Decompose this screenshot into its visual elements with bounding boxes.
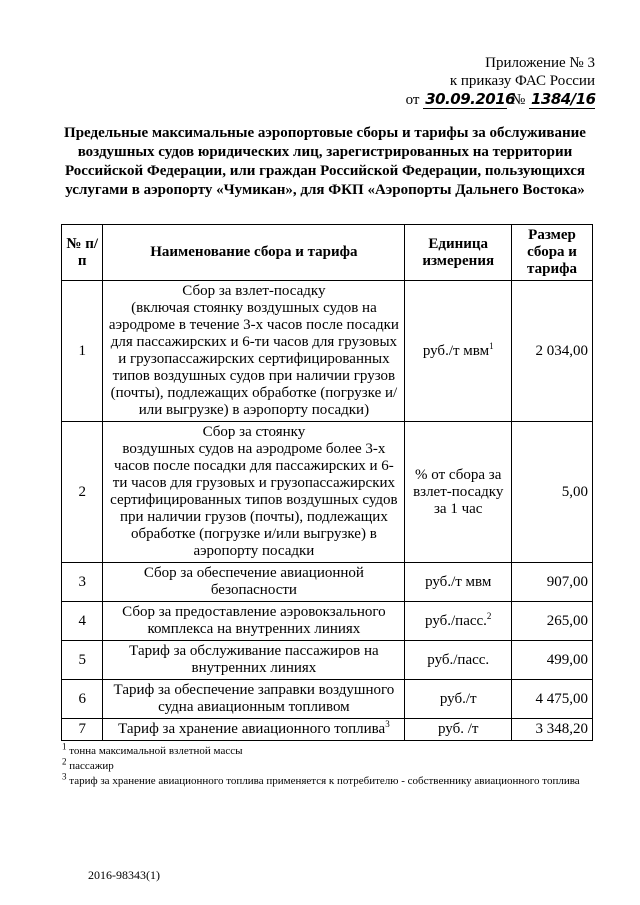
row-unit-text: руб. /т [437,721,479,737]
document-number: 2016-98343(1) [88,868,160,882]
row-num: 5 [62,641,103,680]
row-unit [405,563,512,602]
row-num: 1 [62,281,103,422]
table-row [62,281,593,422]
header-value: Размер сбора и тарифа [512,225,593,281]
row-value: 499,00 [512,641,593,680]
row-name-detail: воздушных судов на аэродроме более 3-х часов после посадки для пассажирских и 6-ти часов для грузовых и грузопассажирских сертифицированных типов воздушных судов при наличии грузов (почты), подлежащих обработке (погрузке и/или выгрузке) в аэропорту посадки [110,441,398,559]
handwritten-number: 1384/16 [531,90,596,108]
row-unit-text: руб./пасс. [425,612,487,629]
row-name [103,281,405,422]
row-name [103,602,405,641]
table-row [62,563,593,602]
number-label: № [510,92,526,108]
row-name [103,719,405,741]
footnote-2 [62,756,592,773]
row-name [103,422,405,563]
row-name-main: Сбор за обеспечение авиационной безопасности [143,565,364,598]
row-unit [405,680,512,719]
appendix-date-line [385,90,595,109]
footnote-3 [62,771,592,788]
row-unit [405,602,512,641]
footnote-text: тариф за хранение авиационного топлива применяется к потребителю - собственнику авиационного топлива [69,775,580,787]
row-name-main: Тариф за хранение авиационного топлива [118,721,386,737]
row-name-main: Тариф за обслуживание пассажиров на внутренних линиях [129,643,379,676]
header-unit: Единица измерения [405,225,512,281]
row-unit-text: руб./т [439,690,477,707]
header-name: Наименование сбора и тарифа [103,225,405,281]
footnote-mark: 3 [62,771,67,782]
row-num: 4 [62,602,103,641]
row-unit-text: руб./пасс. [427,651,490,668]
footnote-mark: 2 [62,756,67,767]
table-row [62,719,593,741]
row-value: 4 475,00 [512,680,593,719]
row-unit [405,641,512,680]
row-unit [405,281,512,422]
row-unit-text: руб./т мвм [425,573,492,590]
row-unit-text: руб./т мвм [422,342,490,359]
row-name-footnote-mark: 3 [385,719,390,729]
row-unit [405,719,512,741]
appendix-title: Приложение № 3 [485,55,595,71]
footnote-1 [62,741,592,758]
row-num: 3 [62,563,103,602]
row-num: 6 [62,680,103,719]
row-name-main: Сбор за стоянку [202,424,306,440]
appendix-block [385,54,595,109]
table-row [62,680,593,719]
table-row [62,602,593,641]
table-row [62,641,593,680]
table-header-row [62,225,593,281]
row-value: 3 348,20 [512,719,593,741]
row-name-main: Сбор за предоставление аэровокзального комплекса на внутренних линиях [122,604,386,637]
row-unit-footnote-mark: 1 [489,340,494,351]
table-body [62,281,593,741]
row-unit-text: % от сбора за взлет-посадку за 1 час [413,466,504,517]
row-name-main: Тариф за обеспечение заправки воздушного судна авиационным топливом [113,682,395,715]
row-value: 907,00 [512,563,593,602]
document-title: Предельные максимальные аэропортовые сборы и тарифы за обслуживание воздушных судов юридических лиц, зарегистрированных на территории Российской Федерации, или граждан Российской Федерации, пользующихся услугами в аэропорту «Чумикан», для ФКП «Аэропорты Дальнего Востока» [64,125,586,198]
footnote-mark: 1 [62,741,67,752]
row-value: 265,00 [512,602,593,641]
row-value: 5,00 [512,422,593,563]
row-num: 2 [62,422,103,563]
row-unit-footnote-mark: 2 [486,610,492,621]
row-num: 7 [62,719,103,741]
handwritten-date: 30.09.2016 [425,90,516,108]
from-label: от [405,92,420,108]
header-num: № п/п [62,225,103,281]
row-name [103,680,405,719]
row-name [103,641,405,680]
row-name-main: Сбор за взлет-посадку [182,283,326,299]
row-name-detail: (включая стоянку воздушных судов на аэродроме в течение 3-х часов после посадки для пассажирских и 6-ти часов для грузовых и грузопассажирских сертифицированных типов воздушных судов при наличии грузов (почты), подлежащих обработке (погрузке и/или выгрузке) в аэропорту посадки) [108,300,399,418]
table-row [62,422,593,563]
tariffs-table [61,224,593,741]
row-value: 2 034,00 [512,281,593,422]
footnote-text: пассажир [69,760,114,772]
row-name [103,563,405,602]
appendix-order-ref: к приказу ФАС России [449,73,595,89]
footnotes [62,741,592,790]
row-unit [405,422,512,563]
footnote-text: тонна максимальной взлетной массы [69,745,243,757]
